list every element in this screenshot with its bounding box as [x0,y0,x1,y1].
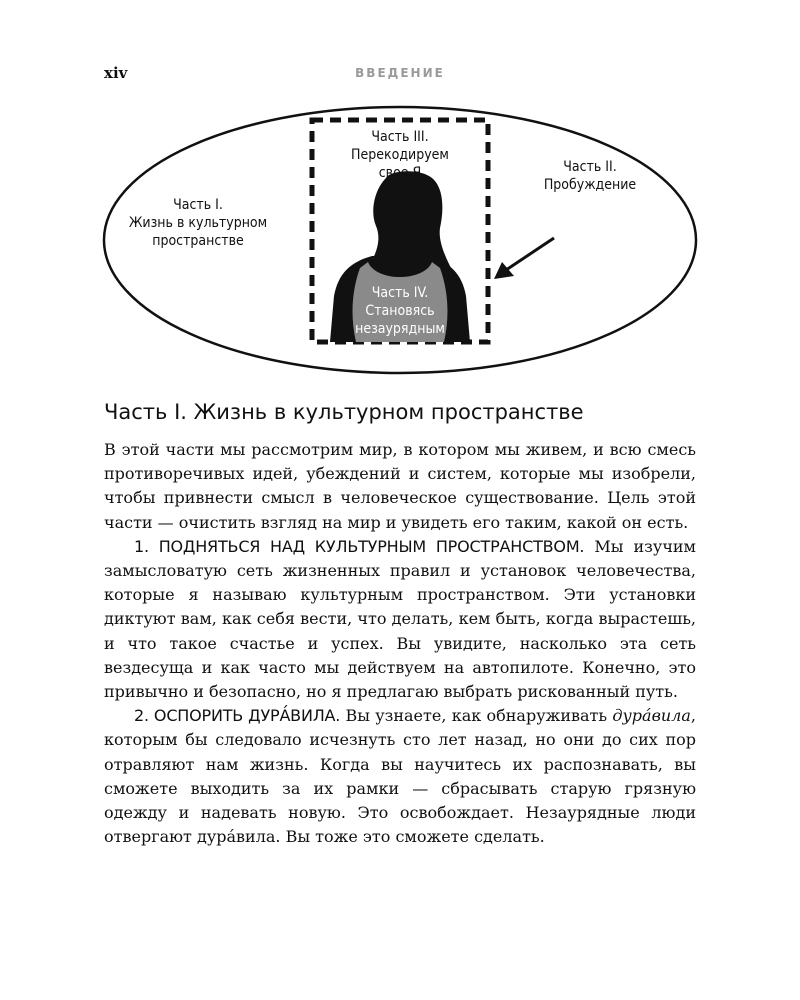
item2-text-b: , которым бы следовало исчезнуть сто лет назад, но они до сих пор отравляют нам жизнь. Когда вы научитесь их распознавать, вы сможете выходить за их рамки — сбрасывать старую грязную одежду и надевать новую. Это освобождает. Незаурядные люди отвергают дура́вила. Вы тоже это сможете сделать. [104,706,696,847]
item2-paragraph [104,704,696,849]
part3-label: Часть III. Перекодируем свое Я [351,129,449,181]
item2-lead: 2. ОСПОРИТЬ ДУРА́ВИЛА. [134,706,341,726]
item2-text-a: Вы узнаете, как обнаруживать [340,706,613,726]
item1-lead: 1. ПОДНЯТЬСЯ НАД КУЛЬТУРНЫМ ПРОСТРАНСТВОМ. [134,536,585,556]
intro-paragraph: В этой части мы рассмотрим мир, в котором мы живем, и всю смесь противоречивых идей, убеждений и систем, которые мы изобрели, чтобы привнести смысл в человеческое существование. Цель этой части — очистить взгляд на мир и увидеть его таким, какой он есть. [104,440,696,532]
section-heading: Часть I. Жизнь в культурном пространстве [104,400,584,424]
item1-paragraph [104,535,696,704]
item2-italic-term: дура́вила [612,706,691,726]
page-number: xiv [104,64,128,82]
section-body [104,438,696,849]
item1-text: Мы изучим замысловатую сеть жизненных правил и установок человечества, которые я называю культурным пространством. Эти установки диктуют вам, как себя вести, что делать, кем быть, когда вырастешь, и что такое счастье и успех. Вы увидите, насколько эта сеть вездесуща и как часто мы действуем на автопилоте. Конечно, это привычно и безопасно, но я предлагаю выбрать рискованный путь. [104,536,696,702]
part1-label: Часть I. Жизнь в культурном пространстве [128,197,268,249]
arrow-to-frame [494,238,554,279]
part2-label: Часть II. Пробуждение [543,159,637,193]
part4-label: Часть IV. Становясь незаурядным [355,285,445,337]
running-head: ВВЕДЕНИЕ [355,66,445,80]
